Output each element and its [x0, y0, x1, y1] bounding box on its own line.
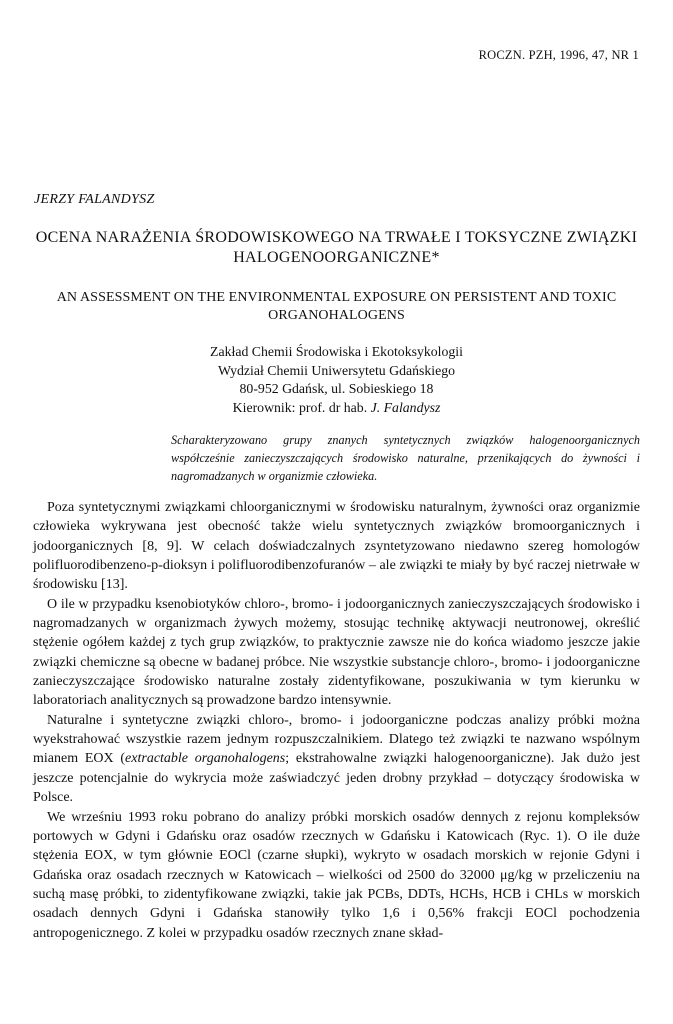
affiliation-address: 80-952 Gdańsk, ul. Sobieskiego 18 [239, 381, 434, 396]
abstract: Scharakteryzowano grupy znanych syntetycznych związków halogenoorganicznych współcześnie zanieczyszczających środowisko naturalne, przenikających do żywności i nagromadzanych w organizmie człowieka. [171, 433, 640, 483]
head-label: Kierownik: prof. dr hab. [232, 399, 371, 415]
body-paragraph-1: Poza syntetycznymi związkami chloorganicznymi w środowisku naturalnym, żywności oraz organizmie człowieka wykrywana jest obecność także wielu syntetycznych związków bromoorganicznych i jodoorganicznych [8, 9]. W celach doświadczalnych zsyntetyzowano niedawno szereg homologów polifluorodibenzeno-p-dioksyn i polifluorodibenzofuranów – ale związki te miały by być raczej nietrwałe w środowisku [13]. [33, 500, 640, 593]
body-paragraph-4: We wrześniu 1993 roku pobrano do analizy próbki morskich osadów dennych z rejonu kompleksów portowych w Gdyni i Gdańsku oraz osadów rzecznych w Gdańsku i Katowicach (Ryc. 1). O ile duże stężenia EOX, w tym głównie EOCl (czarne słupki), wykryto w osadach morskich w rejonie Gdyni i Gdańska oraz osadach rzecznych w Katowicach – wielkości od 2500 do 32000 μg/kg w przeliczeniu na suchą masę próbki, to zidentyfikowane związki, takie jak PCBs, DDTs, HCHs, HCB i CHLs w morskich osadach dennych Gdyni i Gdańska stanowiły tylko 1,6 i 0,56% frakcji EOCl pochodzenia antropogenicznego. Z kolei w przypadku osadów rzecznych znane skład- [33, 809, 640, 941]
article-body [33, 498, 640, 943]
author-name: JERZY FALANDYSZ [34, 192, 155, 207]
affiliation-block [30, 343, 643, 417]
running-head: ROCZN. PZH, 1996, 47, NR 1 [478, 48, 639, 62]
p3-text-after: ; ekstrahowalne związki halogenoorganiczne). Jak dużo jest jeszcze potencjalnie do wykrycia może zaświadczyć jeden drobny przykład – dotyczący środowiska w Polsce. [33, 751, 641, 806]
p3-italic-term: extractable organohalogens [125, 751, 286, 767]
p3-text-before: Naturalne i syntetyczne związki chloro-, bromo- i jodoorganiczne podczas analizy próbki można wyekstrahować wszystkie razem jednym rozpuszczalnikiem. Dlatego też związki te nazwano wspólnym mianem EOX ( [33, 712, 640, 767]
affiliation-faculty: Wydział Chemii Uniwersytetu Gdańskiego [217, 362, 456, 378]
article-title-english: AN ASSESSMENT ON THE ENVIRONMENTAL EXPOSURE ON PERSISTENT AND TOXIC ORGANOHALOGENS [56, 290, 617, 323]
body-paragraph-3 [33, 711, 640, 808]
body-paragraph-2: O ile w przypadku ksenobiotyków chloro-, bromo- i jodoorganicznych zanieczyszczających środowisko i nagromadzanych w organizmach żywych możemy, stosując technikę aktywacji neutronowej, określić stężenie ogółem każdej z tych grup związków, to praktycznie zawsze nie do końca wiadomo jeszcze jakie związki chemiczne są obecne w badanej próbce. Nie wszystkie substancje chloro-, bromo- i jodoorganiczne zanieczyszczające środowisko naturalne zostały zidentyfikowane, poszukiwania w tym kierunku w laboratoriach analitycznych są prowadzone bardzo intensywnie. [33, 596, 640, 709]
affiliation-head [30, 399, 643, 418]
affiliation-department: Zakład Chemii Środowiska i Ekotoksykologii [210, 344, 463, 359]
head-name: J. Falandysz [370, 399, 441, 415]
article-title-polish: OCENA NARAŻENIA ŚRODOWISKOWEGO NA TRWAŁE I TOKSYCZNE ZWIĄZKI HALOGENOORGANICZNE* [35, 229, 638, 266]
